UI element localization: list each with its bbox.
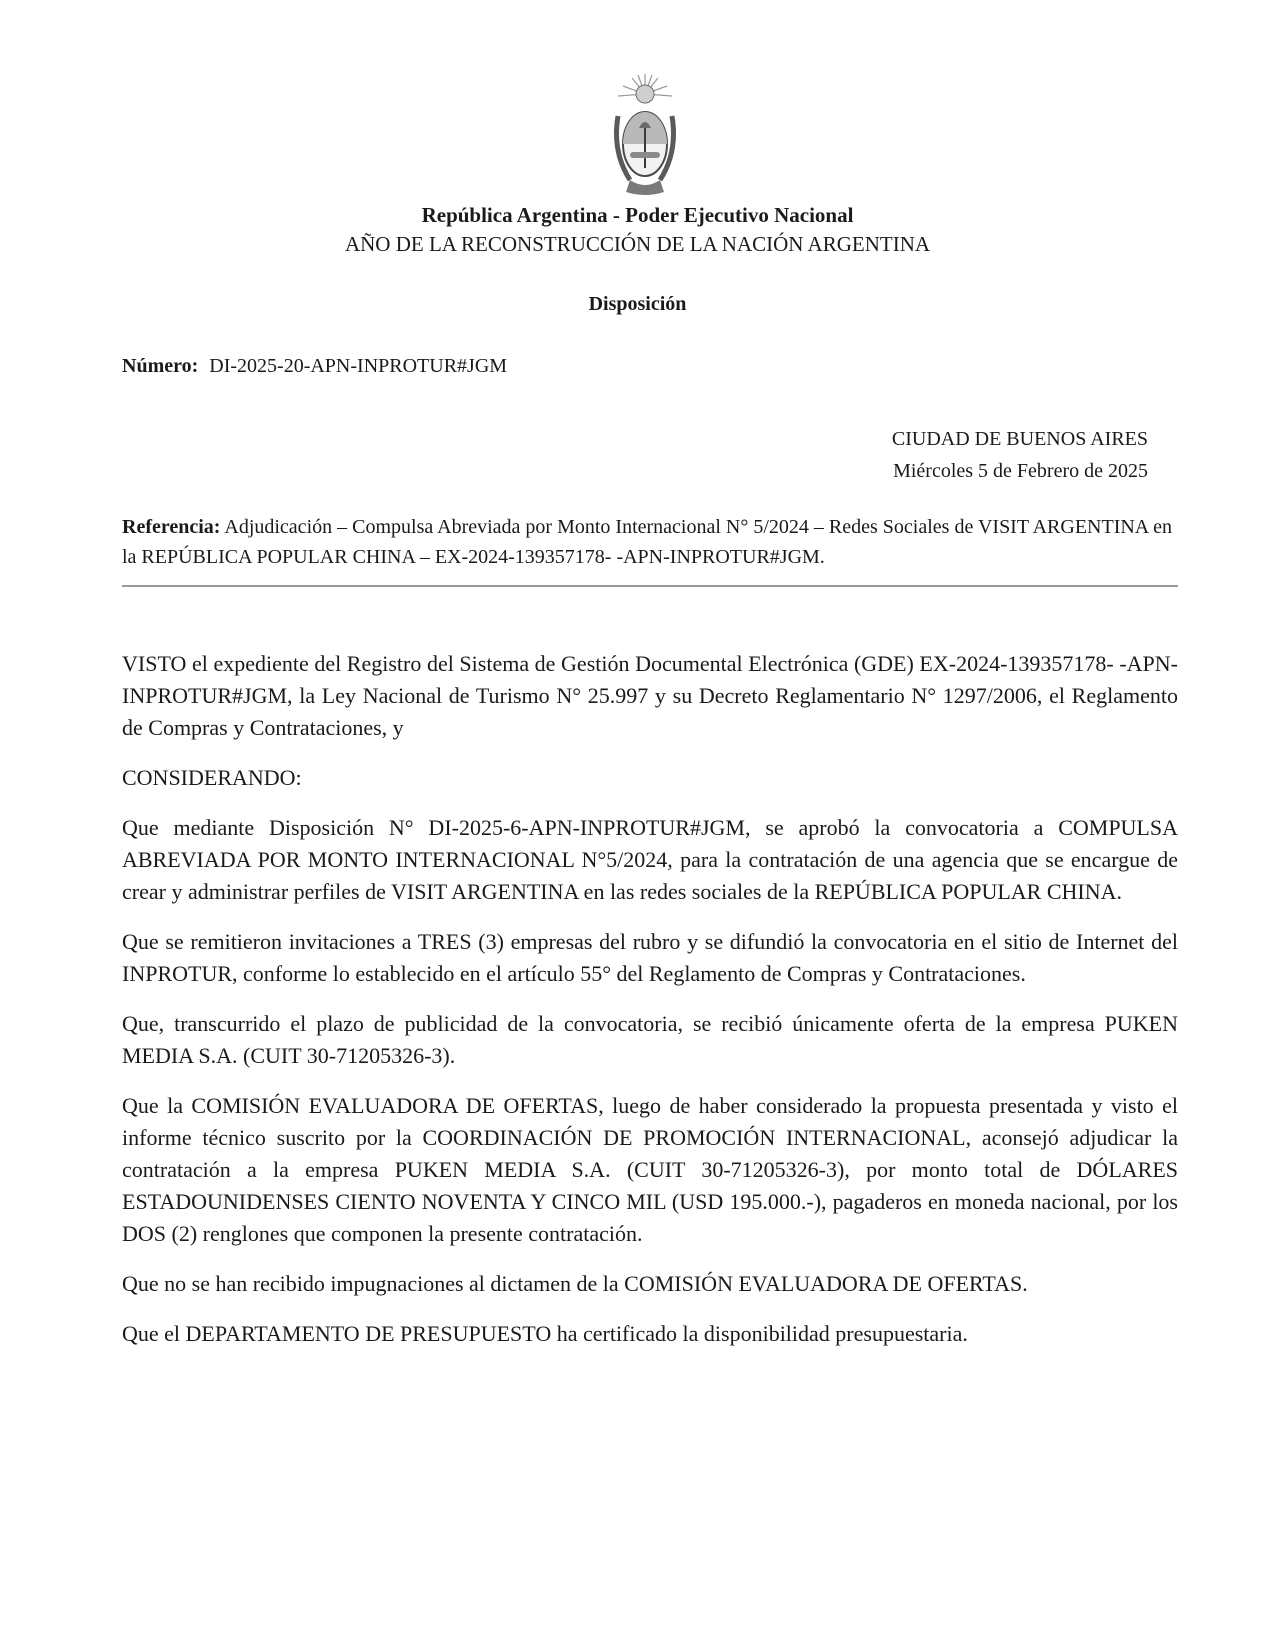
year-motto: AÑO DE LA RECONSTRUCCIÓN DE LA NACIÓN ARGENTINA xyxy=(344,232,931,256)
divider xyxy=(122,585,1178,587)
document-body xyxy=(122,648,1178,1368)
document-number xyxy=(122,355,507,378)
reference-text: Adjudicación – Compulsa Abreviada por Monto Internacional N° 5/2024 – Redes Sociales de VISIT ARGENTINA en la REPÚBLICA POPULAR CHINA – EX-2024-139357178- -APN-INPROTUR#JGM. xyxy=(122,516,1173,568)
paragraph-considerando: CONSIDERANDO: xyxy=(122,765,302,790)
paragraph-visto: VISTO el expediente del Registro del Sistema de Gestión Documental Electrónica (GDE) EX-2024-139357178- -APN-INPROTUR#JGM, la Ley Nacional de Turismo N° 25.997 y su Decreto Reglamentario N° 1297/2006, el Reglamento de Compras y Contrataciones, y xyxy=(122,651,1178,740)
date: Miércoles 5 de Febrero de 2025 xyxy=(893,460,1148,482)
coat-of-arms-icon xyxy=(610,72,680,202)
place-date-block xyxy=(892,423,1148,487)
paragraph: Que no se han recibido impugnaciones al dictamen de la COMISIÓN EVALUADORA DE OFERTAS. xyxy=(122,1271,1028,1296)
document-number-value: DI-2025-20-APN-INPROTUR#JGM xyxy=(209,355,508,377)
paragraph: Que mediante Disposición N° DI-2025-6-APN-INPROTUR#JGM, se aprobó la convocatoria a COMPULSA ABREVIADA POR MONTO INTERNACIONAL N°5/2024, para la contratación de una agencia que se encargue de crear y administrar perfiles de VISIT ARGENTINA en las redes sociales de la REPÚBLICA POPULAR CHINA. xyxy=(122,815,1178,904)
paragraph: Que se remitieron invitaciones a TRES (3) empresas del rubro y se difundió la convocatoria en el sitio de Internet del INPROTUR, conforme lo establecido en el artículo 55° del Reglamento de Compras y Contrataciones. xyxy=(122,929,1178,986)
paragraph: Que la COMISIÓN EVALUADORA DE OFERTAS, luego de haber considerado la propuesta presentada y visto el informe técnico suscrito por la COORDINACIÓN DE PROMOCIÓN INTERNACIONAL, aconsejó adjudicar la contratación a la empresa PUKEN MEDIA S.A. (CUIT 30-71205326-3), por monto total de DÓLARES ESTADOUNIDENSES CIENTO NOVENTA Y CINCO MIL (USD 195.000.-), pagaderos en moneda nacional, por los DOS (2) renglones que componen la presente contratación. xyxy=(122,1093,1178,1246)
paragraph: Que el DEPARTAMENTO DE PRESUPUESTO ha certificado la disponibilidad presupuestaria. xyxy=(122,1321,968,1346)
city: CIUDAD DE BUENOS AIRES xyxy=(891,428,1148,450)
document-number-label: Número: xyxy=(122,355,199,377)
reference-label: Referencia: xyxy=(122,516,221,538)
paragraph: Que, transcurrido el plazo de publicidad de la convocatoria, se recibió únicamente oferta de la empresa PUKEN MEDIA S.A. (CUIT 30-71205326-3). xyxy=(122,1011,1178,1068)
country-line: República Argentina - Poder Ejecutivo Nacional xyxy=(421,203,854,227)
reference xyxy=(122,512,1178,572)
document-type-title: Disposición xyxy=(588,293,687,315)
